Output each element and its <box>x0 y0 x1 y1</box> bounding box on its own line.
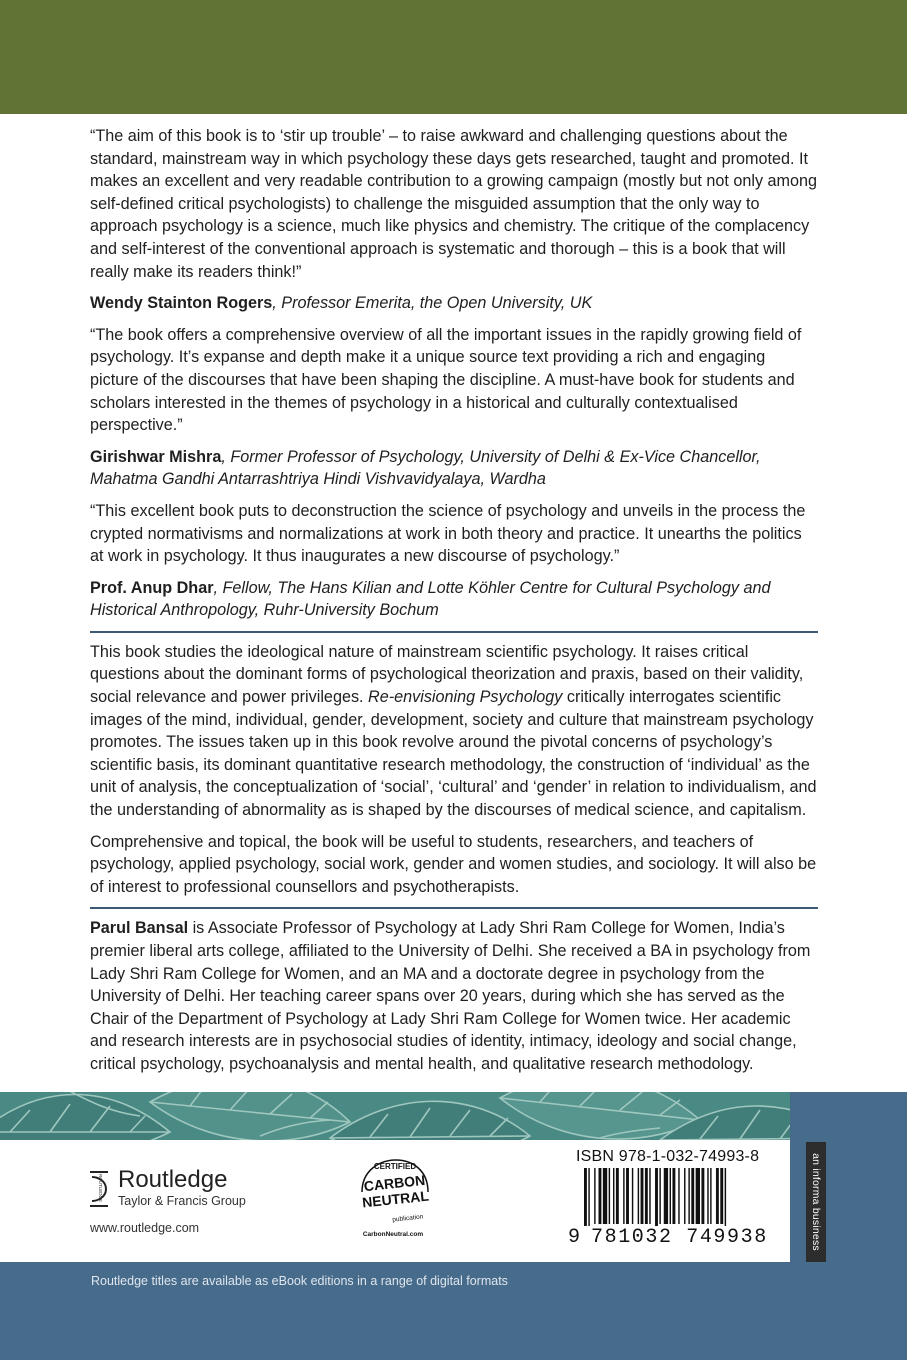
review-attribution-3 <box>90 577 818 622</box>
book-audience: Comprehensive and topical, the book will be useful to students, researchers, and teachers of psychology, applied psychology, social work, gender and women studies, and sociology. It will also be of interest to professional counsellors and psychotherapists. <box>90 832 817 896</box>
barcode-bar <box>584 1168 587 1226</box>
review-quote-1: “The aim of this book is to ‘stir up trouble’ – to raise awkward and challenging questions about the standard, mainstream way in which psychology these days gets researched, taught and promoted. It makes an excellent and very readable contribution to a growing campaign (mostly but not only among self-defined critical psychologists) to challenge the misguided assumption that the only way to approach psychology is a science, much like physics and chemistry. The critique of the complacency and self-interest of the conventional approach is systematic and thorough – this is a book that will really make its readers think!” <box>90 127 818 281</box>
description-text-end: critically interrogates scientific images of the mind, individual, gender, development, society and culture that mainstream psychology promotes. The issues taken up in this book revolve around the pivotal concerns of psychology’s scientific basis, its dominant quantitative research methodology, the construction of ‘individual’ as the unit of analysis, the conceptualization of ‘social’, ‘cultural’ and ‘gender’ in relation to individualism, and the understanding of abnormality as is shaped by the discourses of medical science, and capitalism. <box>90 688 817 820</box>
barcode-bar <box>659 1168 660 1224</box>
barcode-bar <box>655 1168 658 1226</box>
ebook-notice: Routledge titles are available as eBook editions in a range of digital formats <box>91 1274 508 1288</box>
divider-2 <box>90 907 818 909</box>
top-color-band <box>0 0 907 114</box>
reviewer-affiliation-2: , Former Professor of Psychology, University of Delhi & Ex-Vice Chancellor, Mahatma Gandhi Antarrashtriya Hindi Vishvavidyalaya, Wardha <box>90 447 761 489</box>
routledge-emblem-icon <box>88 1163 110 1213</box>
barcode-bar <box>691 1168 694 1224</box>
reviewer-affiliation-3: , Fellow, The Hans Kilian and Lotte Köhler Centre for Cultural Psychology and Historical Anthropology, Ruhr-University Bochum <box>90 578 771 620</box>
barcode-bar <box>716 1168 719 1224</box>
description-text-start: This book studies the ideological nature of mainstream scientific psychology. It raises critical questions about the dominant forms of psychological theorization and praxis, based on their validity, social relevance and power privileges. <box>90 642 804 707</box>
reviewer-name-3: Prof. Anup Dhar <box>90 578 214 597</box>
barcode-bar <box>649 1168 650 1224</box>
reviewer-name-2: Girishwar Mishra <box>90 447 222 466</box>
reviewer-affiliation-1: , Professor Emerita, the Open University, UK <box>272 294 593 313</box>
barcode-bar <box>645 1168 648 1224</box>
barcode-bar <box>638 1168 639 1224</box>
divider-1 <box>90 631 818 633</box>
book-title-italic: Re-envisioning Psychology <box>368 688 563 707</box>
carbon-neutral-word-carbon: CARBON <box>363 1171 426 1195</box>
isbn-barcode <box>584 1168 784 1226</box>
publisher-name: Routledge <box>118 1166 228 1193</box>
carbon-neutral-logo <box>350 1152 440 1244</box>
barcode-bar <box>641 1168 644 1224</box>
barcode-bar <box>678 1168 679 1224</box>
routledge-wordmark <box>118 1167 246 1209</box>
isbn-label: ISBN 978-1-032-74993-8 <box>576 1148 760 1165</box>
reviewer-name-1: Wendy Stainton Rogers <box>90 294 273 313</box>
routledge-emblem-text: ROUTLEDGE <box>98 1173 103 1203</box>
barcode-bar <box>672 1168 675 1224</box>
barcode-bar <box>588 1168 589 1226</box>
barcode-bar <box>684 1168 685 1224</box>
informa-tag <box>806 1142 826 1262</box>
barcode-bar <box>616 1168 619 1224</box>
author-bio <box>90 917 818 1075</box>
barcode-bar <box>609 1168 610 1224</box>
review-attribution-1 <box>90 292 818 315</box>
barcode-bar <box>710 1168 711 1224</box>
book-description <box>90 641 818 822</box>
carbon-neutral-certified: CERTIFIED <box>373 1162 417 1171</box>
barcode-bar <box>594 1168 595 1224</box>
barcode-bar <box>670 1168 671 1224</box>
barcode-digits: 781032 749938 <box>591 1226 768 1249</box>
barcode-bar <box>707 1168 708 1224</box>
review-quote-2: “The book offers a comprehensive overview of all the important issues in the rapidly growing field of psychology. It’s expanse and depth make it a unique source text providing a rich and engaging picture of the discourses that have been shaping the discipline. A must-have book for students and scholars interested in the themes of psychology in a historical and culturally contextualised perspective.” <box>90 325 802 435</box>
carbon-neutral-publication: publication <box>392 1213 424 1224</box>
carbon-neutral-word-neutral: NEUTRAL <box>361 1187 430 1211</box>
barcode-bar <box>701 1168 704 1224</box>
back-cover-text <box>90 125 818 1110</box>
barcode-bar <box>725 1168 726 1226</box>
barcode-bar <box>603 1168 607 1224</box>
barcode-lead-digit: 9 <box>568 1226 581 1249</box>
barcode-bar <box>626 1168 629 1224</box>
informa-text: an informa business <box>810 1153 822 1251</box>
leaf-pattern-band <box>0 1092 907 1140</box>
barcode-bar <box>613 1168 614 1224</box>
barcode-bar <box>599 1168 602 1224</box>
barcode-bar <box>664 1168 668 1224</box>
author-bio-text: is Associate Professor of Psychology at Lady Shri Ram College for Women, India’s premier liberal arts college, affiliated to the University of Delhi. She received a BA in psychology from Lady Shri Ram College for Women, and an MA and a doctorate degree in psychology from the University of Delhi. Her teaching career spans over 20 years, during which she has served as the Chair of the Department of Psychology at Lady Shri Ram College for Women twice. Her academic and research interests are in psychosocial studies of identity, intimacy, ideology and social change, critical psychology, psychoanalysis and mental health, and qualitative research methodology. <box>90 919 811 1073</box>
barcode-bar <box>696 1168 700 1224</box>
review-quote-3: “This excellent book puts to deconstruction the science of psychology and unveils in the process the crypted normativisms and normalizations at work in both theory and practice. It unearths the politics at work in psychology. It thus inaugurates a new discourse of psychology.” <box>90 501 806 566</box>
barcode-bar <box>720 1168 723 1224</box>
barcode-bar <box>623 1168 624 1224</box>
publisher-group: Taylor & Francis Group <box>118 1194 246 1208</box>
review-attribution-2 <box>90 446 818 491</box>
author-name: Parul Bansal <box>90 919 189 938</box>
publisher-url: www.routledge.com <box>90 1221 200 1235</box>
carbon-neutral-site: CarbonNeutral.com <box>362 1231 424 1238</box>
barcode-bar <box>632 1168 633 1224</box>
barcode-bar <box>688 1168 689 1224</box>
bottom-color-band <box>0 1262 907 1360</box>
leaf-pattern-graphic <box>0 1092 907 1140</box>
